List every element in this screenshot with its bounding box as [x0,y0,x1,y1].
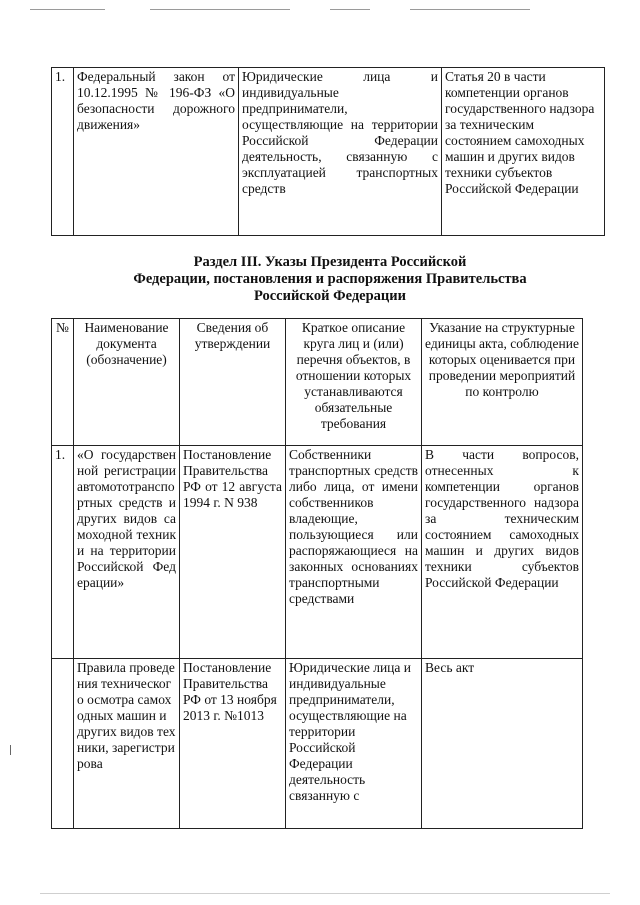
header-persons: Краткое описание круга лиц и (или) перечня объектов, в отношении которых устанавливаются обязательные требования [286,319,422,446]
structural-units: Весь акт [422,659,583,829]
row-number: 1. [52,446,74,659]
row-number: 1. [52,68,74,236]
table-row [52,659,583,829]
scan-edge-line [330,9,370,10]
scan-side-mark [10,745,11,755]
section-title-line: Российской Федерации [253,288,406,304]
section-title-line: Федерации, постановления и распоряжения Правительства [133,271,527,287]
section-title-line: Раздел III. Указы Президента Российской [193,254,467,270]
document-name: Федеральный закон от 10.12.1995 № 196-ФЗ «О безопасности дорожного движения» [74,68,239,236]
persons-description: Юридические лица и индивидуальные предприниматели, осуществляющие на территории Российской Федерации деятельность, связанную с эксплуатацией транспортных средств [239,68,442,236]
approval-info: Постановление Правительства РФ от 12 августа 1994 г. N 938 [180,446,286,659]
row-number [52,659,74,829]
section-title [100,254,560,305]
table-row [52,446,583,659]
scan-edge-line [150,9,290,10]
structural-units: В части вопросов, отнесенных к компетенции органов государственного надзора за техническим состоянием самоходных машин и других видов техники субъектов Российской Федерации [422,446,583,659]
header-name: Наименование документа (обозначение) [74,319,180,446]
scan-edge-line [410,9,530,10]
table-row [52,68,605,236]
government-acts-table [51,318,583,829]
header-approval: Сведения об утверждении [180,319,286,446]
document-name: «О государственной регистрации автомототранспортных средств и других видов самоходной техники на территории Российской Федерации» [74,446,180,659]
persons-description: Собственники транспортных средств либо лица, от имени собственников владеющие, пользующиеся или распоряжающиеся на законных основаниях транспортными средствами [286,446,422,659]
document-name: Правила проведения технического осмотра самоходных машин и других видов техники, зарегистрирова [74,659,180,829]
persons-description: Юридические лица и индивидуальные предприниматели, осуществляющие на территории Российской Федерации деятельность связанную с [286,659,422,829]
approval-info: Постановление Правительства РФ от 13 ноября 2013 г. №1013 [180,659,286,829]
scan-edge-line [40,893,610,894]
header-units: Указание на структурные единицы акта, соблюдение которых оценивается при проведении мероприятий по контролю [422,319,583,446]
header-number: № [52,319,74,446]
scan-edge-line [30,9,105,10]
federal-laws-table [51,67,605,236]
table-header-row [52,319,583,446]
structural-units: Статья 20 в части компетенции органов государственного надзора за техническим состоянием самоходных машин и других видов техники субъектов Российской Федерации [442,68,605,236]
